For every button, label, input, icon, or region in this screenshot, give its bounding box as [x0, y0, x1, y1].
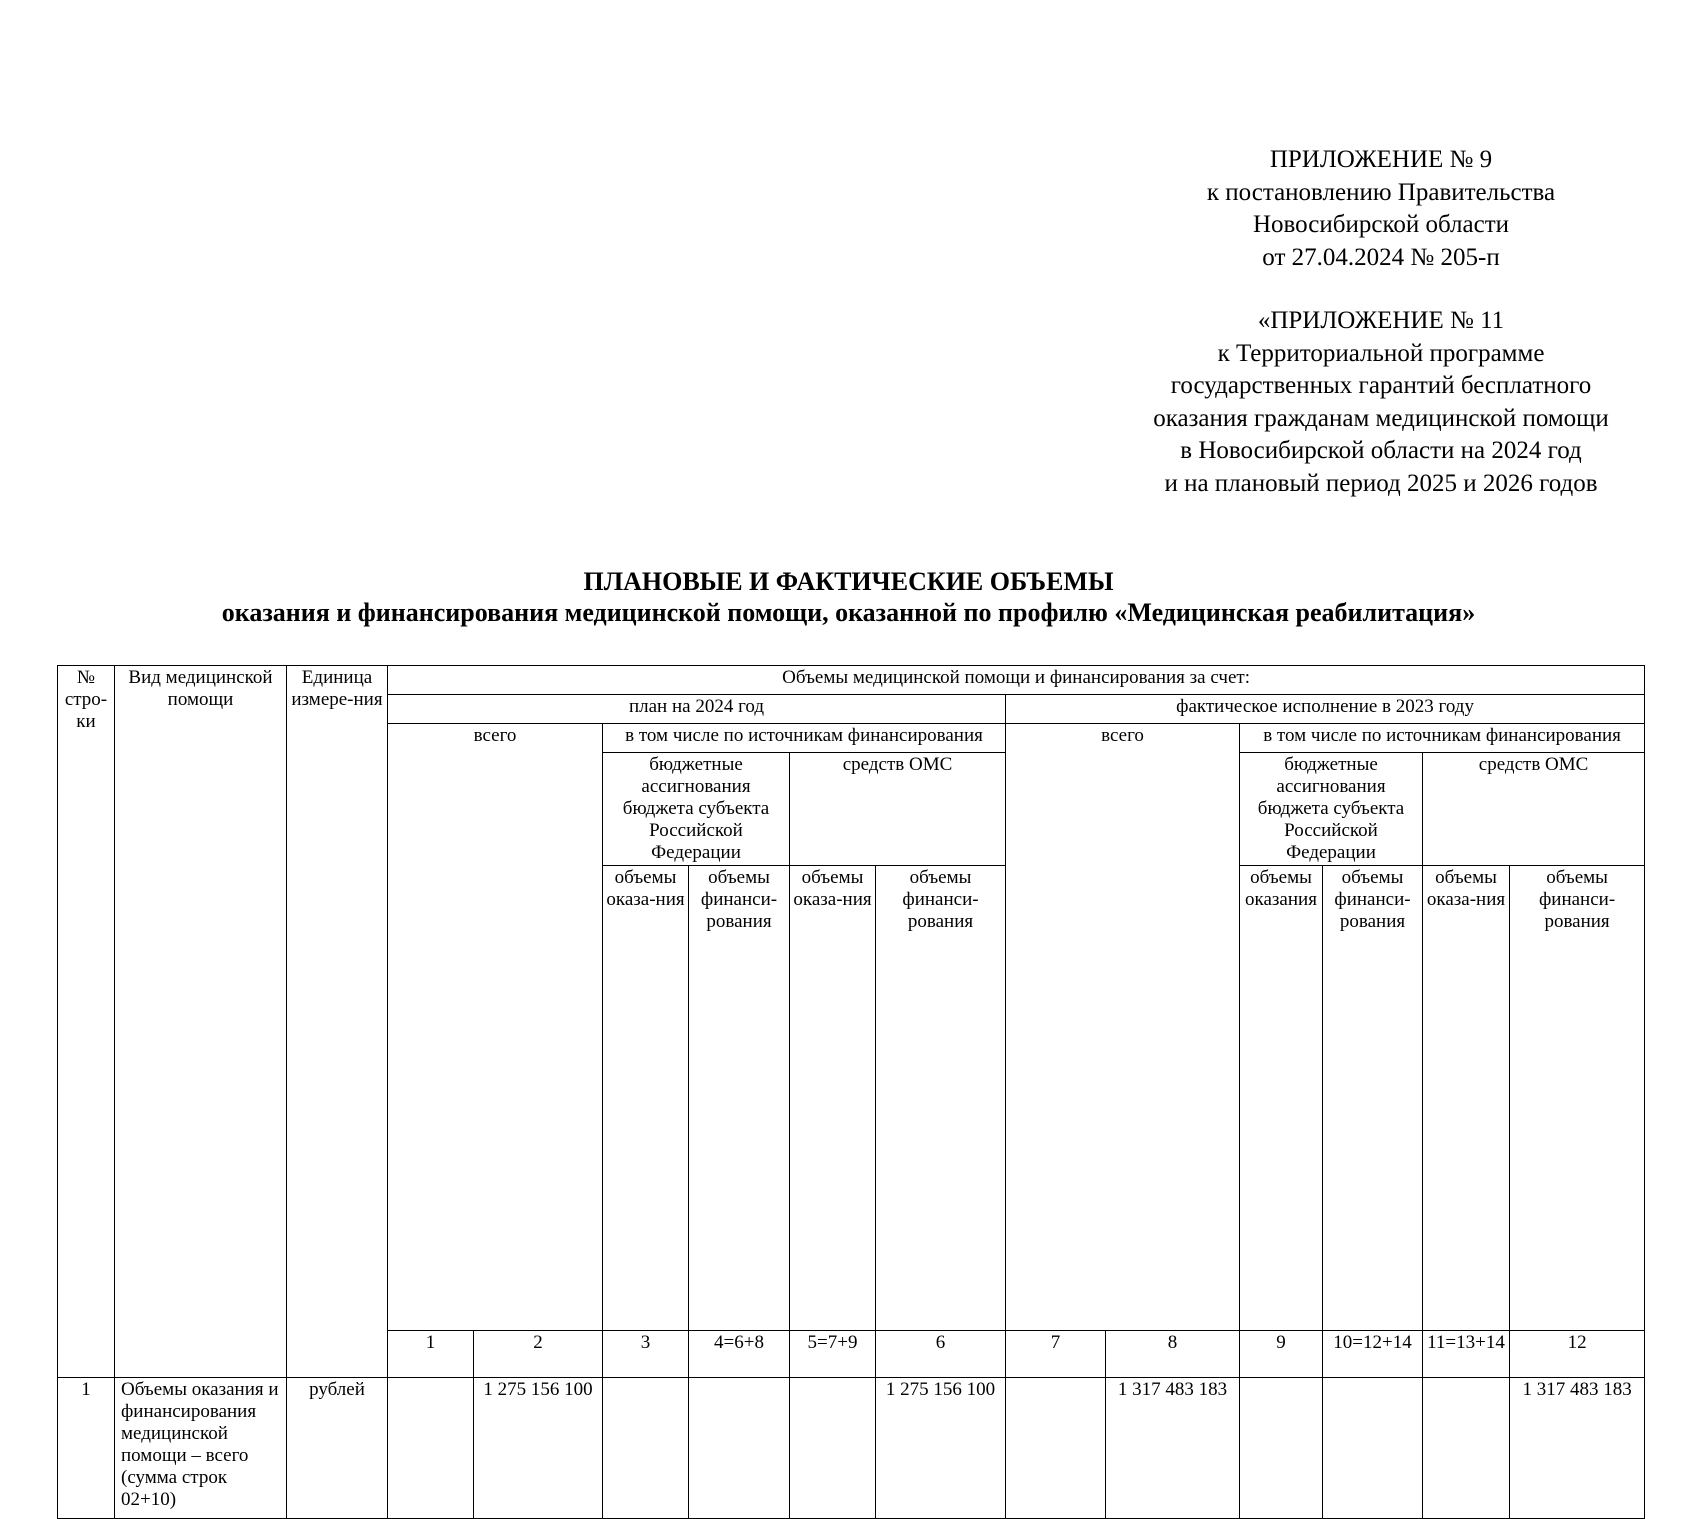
header-plan-total: всего: [388, 724, 603, 1331]
column-number: 6: [876, 1331, 1006, 1378]
sub-appendix-line: оказания гражданам медицинской помощи: [1153, 404, 1609, 432]
column-number: 4=6+8: [689, 1331, 790, 1378]
cell-fact-oms-financing: 1 317 483 183: [1510, 1378, 1645, 1519]
cell-plan-oms-volume: [790, 1378, 876, 1519]
column-number: 3: [603, 1331, 689, 1378]
header-plan-by-source: в том числе по источникам финансирования: [603, 724, 1006, 753]
column-number: 8: [1106, 1331, 1240, 1378]
appendix-line: Новосибирской области: [1252, 211, 1510, 238]
header-row: [58, 666, 1645, 695]
header-plan-oms: средств ОМС: [790, 753, 1006, 866]
sub-appendix-line: и на плановый период 2025 и 2026 годов: [1164, 469, 1598, 497]
cell-fact-oms-volume: [1423, 1378, 1510, 1519]
cell-fact-budget-financing: [1323, 1378, 1423, 1519]
column-number: 12: [1510, 1331, 1645, 1378]
header-financing: объемы финанси-рования: [1510, 866, 1645, 1331]
volumes-table: [57, 665, 1645, 1519]
column-number: 1: [388, 1331, 474, 1378]
column-number: 9: [1240, 1331, 1323, 1378]
header-kind: Вид медицинской помощи: [115, 666, 287, 1378]
header-fact-total: всего: [1006, 724, 1240, 1331]
header-volume: объемы оказа-ния: [1423, 866, 1510, 1331]
sub-appendix-line: государственных гарантий бесплатного: [1170, 372, 1592, 399]
cell-plan-budget-financing: [689, 1378, 790, 1519]
header-financing: объемы финанси-рования: [1323, 866, 1423, 1331]
column-number: 11=13+14: [1423, 1331, 1510, 1378]
cell-unit: рублей: [287, 1378, 388, 1519]
title-line-2: оказания и финансирования медицинской помощи, оказанной по профилю «Медицинская реабилитация»: [221, 598, 1476, 627]
appendix-spacer: [1118, 274, 1644, 305]
header-unit: Единица измере-ния: [287, 666, 388, 1378]
header-volume: объемы оказа-ния: [603, 866, 689, 1331]
header-fact-budget: бюджетные ассигнования бюджета субъекта Российской Федерации: [1240, 753, 1423, 866]
header-volumes: Объемы медицинской помощи и финансирования за счет:: [388, 666, 1645, 695]
header-row-number: № стро-ки: [58, 666, 115, 1378]
cell-row-number: 1: [58, 1378, 115, 1519]
header-financing: объемы финанси-рования: [689, 866, 790, 1331]
sub-appendix-line: к Территориальной программе: [1217, 339, 1545, 367]
sub-appendix-line: «ПРИЛОЖЕНИЕ № 11: [1257, 307, 1505, 334]
header-fact-oms: средств ОМС: [1423, 753, 1645, 866]
column-number: 2: [474, 1331, 603, 1378]
document-title: [0, 566, 1697, 628]
table-row: [58, 1378, 1645, 1519]
appendix-block: [1118, 144, 1644, 500]
header-plan: план на 2024 год: [388, 695, 1006, 724]
header-volume: объемы оказа-ния: [790, 866, 876, 1331]
cell-plan-total-volume: [388, 1378, 474, 1519]
cell-plan-budget-volume: [603, 1378, 689, 1519]
header-fact-by-source: в том числе по источникам финансирования: [1240, 724, 1645, 753]
header-fact: фактическое исполнение в 2023 году: [1006, 695, 1645, 724]
column-number: 5=7+9: [790, 1331, 876, 1378]
cell-plan-total-financing: 1 275 156 100: [474, 1378, 603, 1519]
header-financing: объемы финанси-рования: [876, 866, 1006, 1331]
appendix-line: ПРИЛОЖЕНИЕ № 9: [1269, 146, 1493, 173]
cell-kind: Объемы оказания и финансирования медицинской помощи – всего (сумма строк 02+10): [115, 1378, 287, 1519]
header-volume: объемы оказания: [1240, 866, 1323, 1331]
appendix-line: от 27.04.2024 № 205-п: [1262, 243, 1500, 271]
cell-fact-budget-volume: [1240, 1378, 1323, 1519]
cell-fact-total-volume: [1006, 1378, 1106, 1519]
header-plan-budget: бюджетные ассигнования бюджета субъекта Российской Федерации: [603, 753, 790, 866]
column-number: 10=12+14: [1323, 1331, 1423, 1378]
cell-plan-oms-financing: 1 275 156 100: [876, 1378, 1006, 1519]
title-line-1: ПЛАНОВЫЕ И ФАКТИЧЕСКИЕ ОБЪЕМЫ: [583, 567, 1114, 596]
appendix-line: к постановлению Правительства: [1206, 178, 1556, 206]
cell-fact-total-financing: 1 317 483 183: [1106, 1378, 1240, 1519]
sub-appendix-line: в Новосибирской области на 2024 год: [1180, 437, 1582, 464]
column-number: 7: [1006, 1331, 1106, 1378]
